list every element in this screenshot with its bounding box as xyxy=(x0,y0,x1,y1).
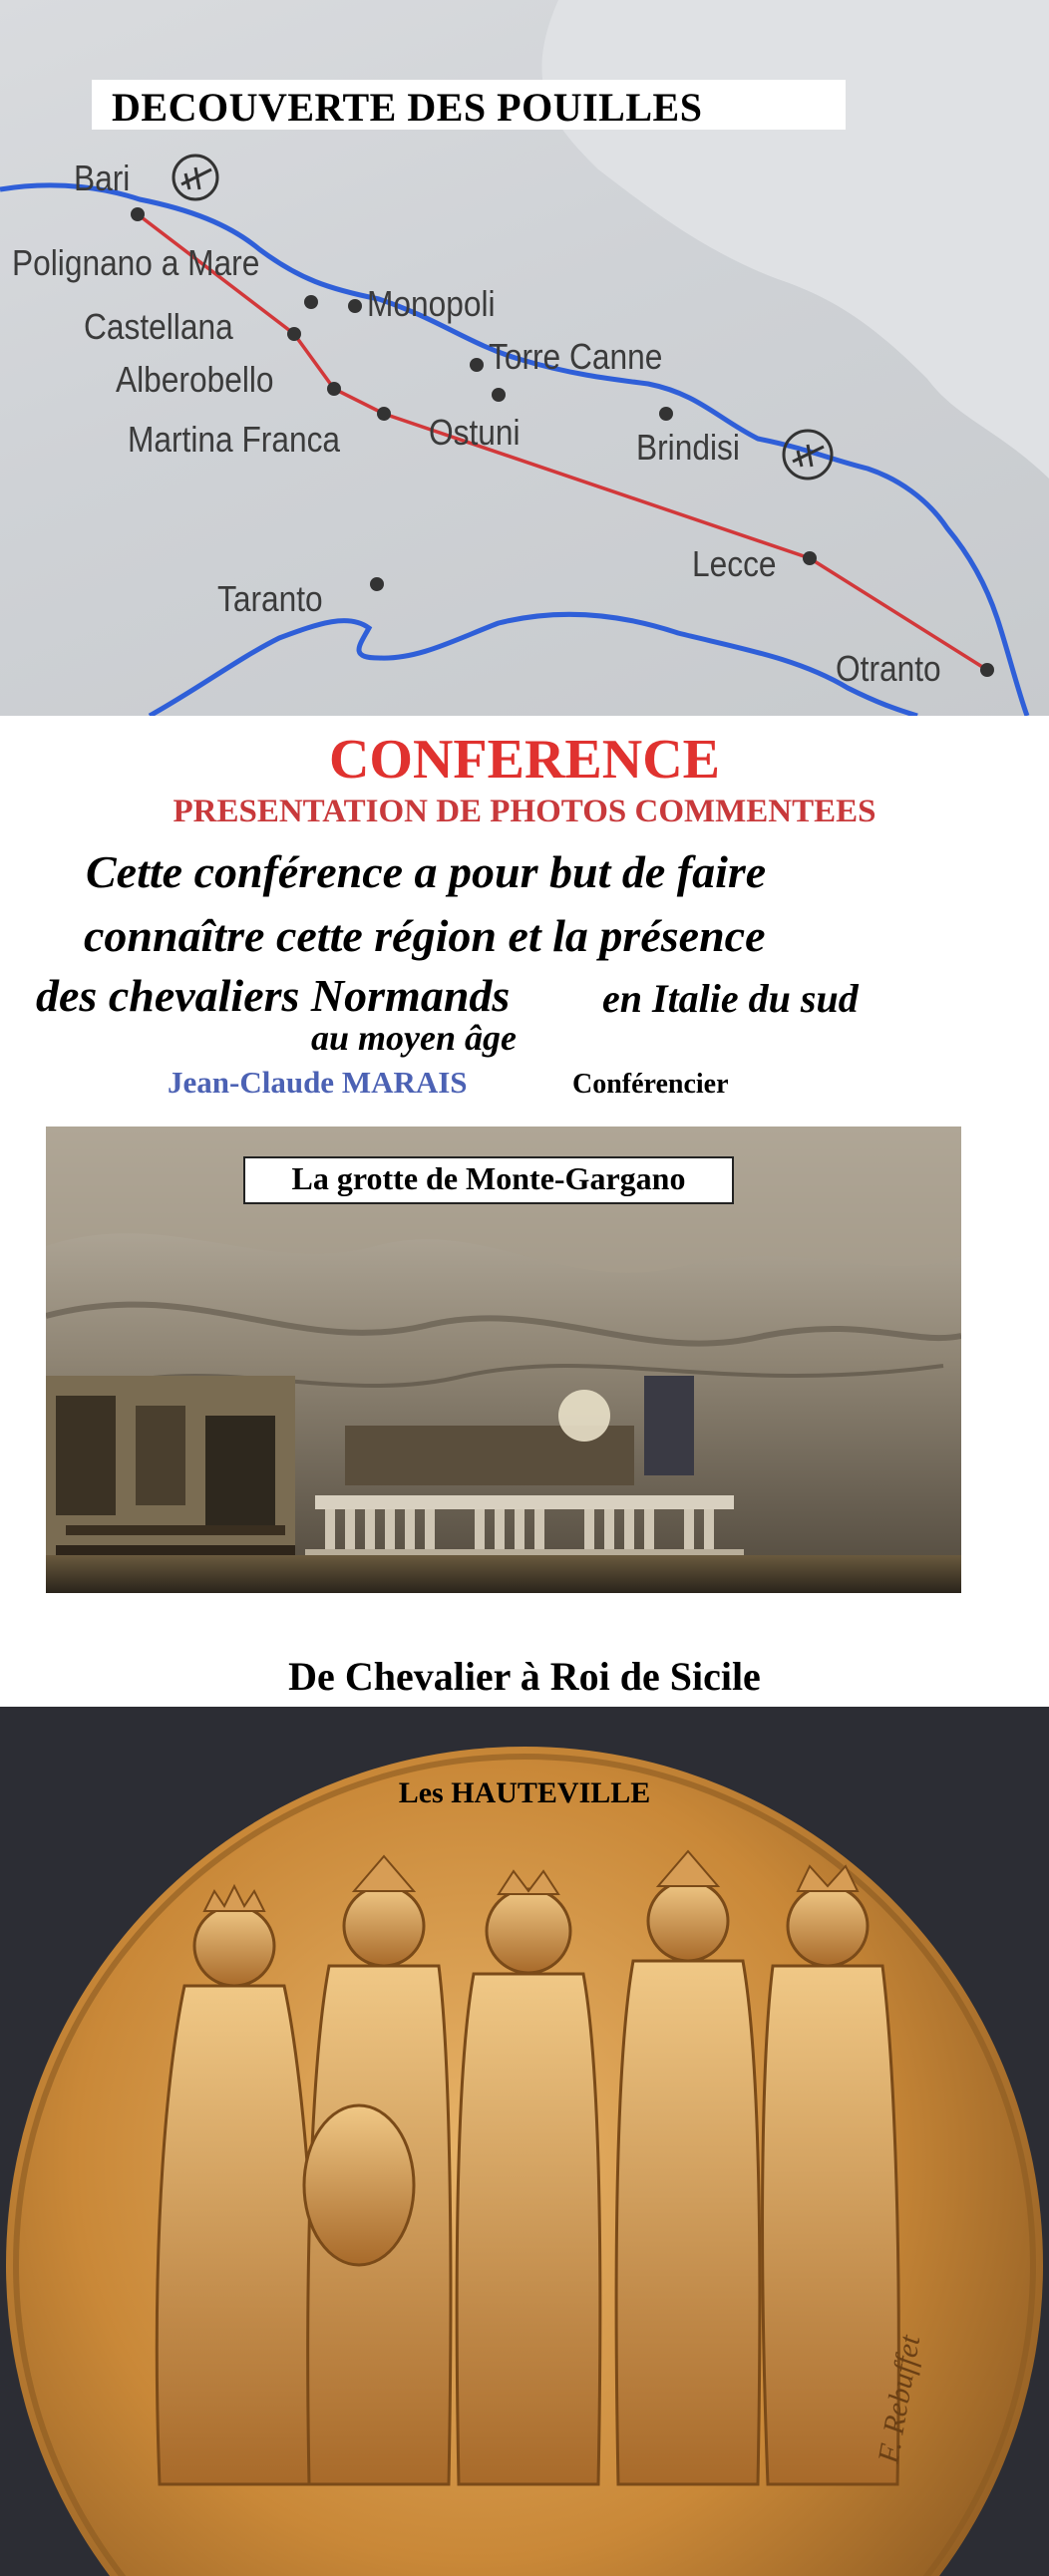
conference-title: CONFERENCE xyxy=(328,729,721,791)
medal-photo xyxy=(0,1707,1049,2576)
city-label-brindisi: Brindisi xyxy=(636,427,740,468)
medal-graphic xyxy=(0,1707,1049,2576)
city-label-polignano: Polignano a Mare xyxy=(12,242,260,283)
medal-signature-text: F. Rebuffet xyxy=(872,2333,927,2466)
city-label-torre-canne: Torre Canne xyxy=(489,336,663,377)
city-label-lecce: Lecce xyxy=(692,543,777,584)
city-label-monopoli: Monopoli xyxy=(367,283,496,324)
description-line-4: en Italie du sud xyxy=(602,976,859,1021)
author-name: Jean-Claude MARAIS xyxy=(168,1065,468,1100)
city-label-otranto: Otranto xyxy=(836,648,941,689)
city-label-ostuni: Ostuni xyxy=(429,412,521,453)
city-label-alberobello: Alberobello xyxy=(116,359,274,400)
cave-label: La grotte de Monte-Gargano xyxy=(291,1160,686,1196)
cave-photo xyxy=(46,1127,961,1593)
map-title: DECOUVERTE DES POUILLES xyxy=(112,85,703,130)
description-line-3: des chevaliers Normands xyxy=(36,970,511,1021)
description-line-2: connaître cette région et la présence xyxy=(84,910,766,961)
medal-caption: Les HAUTEVILLE xyxy=(398,1776,651,1809)
conference-subtitle: PRESENTATION DE PHOTOS COMMENTEES xyxy=(173,794,876,829)
airport-icon-bari xyxy=(174,156,217,199)
city-label-castellana: Castellana xyxy=(84,306,233,347)
description-line-5: au moyen âge xyxy=(311,1018,517,1058)
city-label-bari: Bari xyxy=(74,158,131,198)
medal-section-title: De Chevalier à Roi de Sicile xyxy=(288,1654,761,1699)
city-label-martina-franca: Martina Franca xyxy=(128,419,341,460)
description-line-1: Cette conférence a pour but de faire xyxy=(86,846,767,897)
author-role: Conférencier xyxy=(572,1069,729,1100)
coastline-ionian xyxy=(150,614,917,716)
city-label-taranto: Taranto xyxy=(217,578,323,619)
puglia-map xyxy=(0,0,1049,716)
